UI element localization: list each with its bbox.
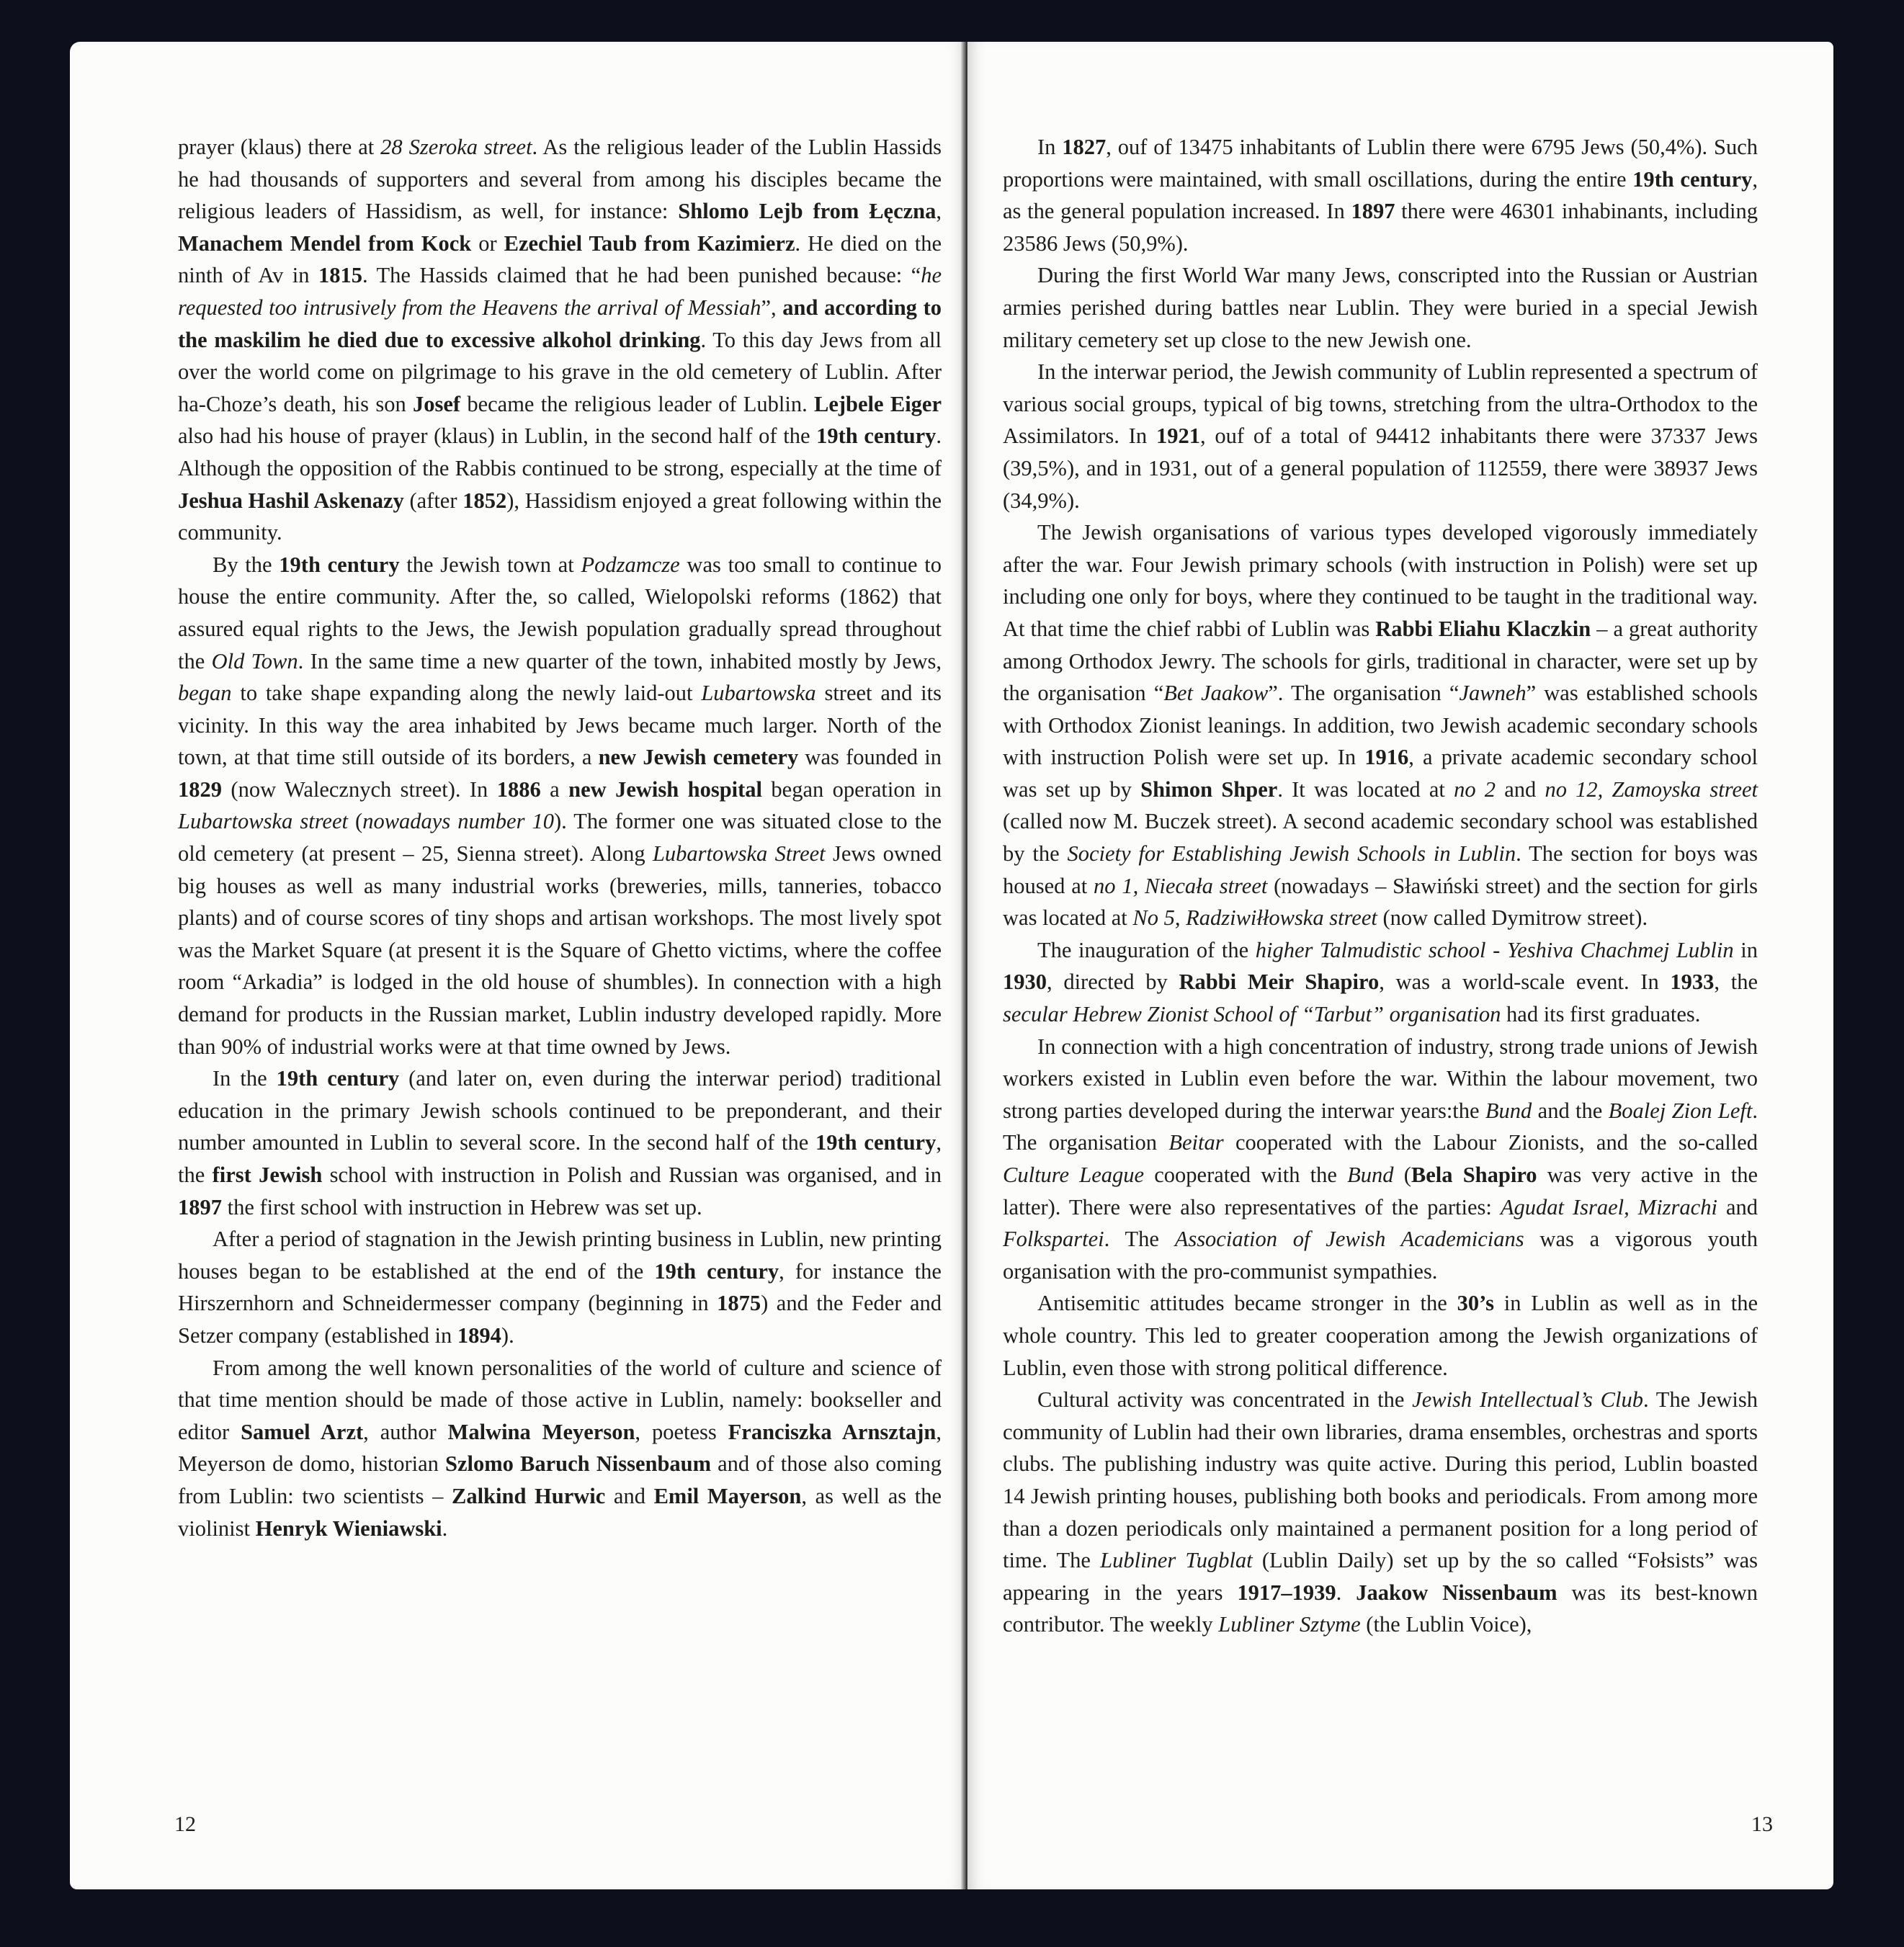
left-page-number: 12 [174, 1812, 196, 1836]
italic-text: Old Town [211, 648, 298, 673]
italic-text: Culture League [1003, 1163, 1145, 1187]
text-run: began operation in [762, 776, 942, 802]
text-run: and [1717, 1194, 1758, 1219]
bold-text: 1930 [1003, 970, 1047, 995]
text-run: , Meyerson de domo, historian [178, 1419, 942, 1477]
italic-text: no 1, Niecała street [1094, 873, 1268, 898]
text-run: ). [501, 1322, 514, 1348]
paragraph [1003, 516, 1758, 934]
italic-text: Folkspartei [1003, 1227, 1104, 1252]
text-run: was very active in the latter). There were also representatives of the parties: [1003, 1163, 1758, 1219]
paragraph [1003, 259, 1758, 356]
text-run: ”. The organisation “ [1268, 681, 1460, 706]
italic-text: no 2 [1454, 776, 1496, 802]
bold-text: 1852 [462, 488, 507, 513]
paragraph [1003, 131, 1758, 259]
text-run: . The Jewish community of Lublin had their own libraries, drama ensembles, orchestras and sports clubs. The publishing industry was quite active. During this period, Lublin boasted 14 Jewish printing houses, publishing both books and periodicals. From among more than a dozen periodicals only maintained a permanent position for a long period of time. The [1003, 1387, 1758, 1573]
bold-text: 1829 [178, 776, 222, 802]
text-run: . In the same time a new quarter of the town, inhabited mostly by Jews, [298, 648, 942, 673]
text-run: , ouf of a total of 94412 inhabitants there were 37337 Jews (39,5%), and in 1931, out of a general population of 112559, there were 38937 Jews (34,9%). [1003, 424, 1758, 513]
italic-text: no 12, Zamoyska street [1545, 776, 1758, 802]
paragraph [178, 1223, 942, 1351]
bold-text: 19th century [654, 1258, 779, 1284]
text-run: a [540, 776, 569, 802]
text-run: there were 46301 inhabinants, including 23586 Jews (50,9%). [1003, 199, 1758, 256]
text-run: and the [1532, 1098, 1609, 1123]
italic-text: Jewish Intellectual’s Club [1412, 1387, 1643, 1413]
text-run: Jews owned big houses as well as many industrial works (breweries, mills, tanneries, tobacco plants) and of course scores of tiny shops and artisan workshops. The most lively spot was the Market Square (at present it is the Square of Ghetto victims, where the coffee room “Arkadia” is lodged in the old house of shumbles). In connection with a high demand for products in the Russian market, Lublin industry developed rapidly. More than 90% of industrial works were at that time owned by Jews. [178, 841, 942, 1059]
italic-text: nowadays number 10 [362, 809, 554, 834]
italic-text: Lubliner Tugblat [1100, 1548, 1253, 1573]
text-run: ” was established schools with Orthodox Zionist leanings. In addition, two Jewish academic secondary schools with instruction Polish were set up. In [1003, 681, 1758, 770]
bold-text: 19th century [276, 1066, 400, 1091]
text-run: In connection with a high concentration of industry, strong trade unions of Jewish workers existed in Lublin even before the war. Within the labour movement, two strong parties developed during the interwar years:the [1003, 1034, 1758, 1123]
text-run: had its first graduates. [1501, 1002, 1701, 1027]
text-run: the Jewish town at [399, 552, 581, 577]
bold-text: new Jewish cemetery [598, 745, 799, 770]
text-run: in Lublin as well as in the whole country. This led to greater cooperation among the Jewish organizations of Lublin, even those with strong political difference. [1003, 1291, 1758, 1380]
bold-text: 1933 [1670, 970, 1715, 995]
text-run: also had his house of prayer (klaus) in Lublin, in the second half of the [178, 424, 817, 449]
text-run: or [471, 230, 504, 256]
text-run: ). The former one was situated close to the old cemetery (at present – 25, Sienna street). Along [178, 809, 942, 867]
bold-text: Jaakow Nissenbaum [1356, 1580, 1557, 1605]
paragraph [178, 1062, 942, 1223]
bold-text: 1916 [1364, 745, 1409, 770]
text-run: prayer (klaus) there at [178, 135, 381, 159]
bold-text: Lejbele Eiger [814, 391, 942, 416]
paragraph [1003, 1384, 1758, 1641]
text-run: , was a world-scale event. In [1379, 970, 1671, 995]
paragraph [178, 131, 942, 549]
text-run: in [1733, 937, 1758, 962]
text-run: was founded in [798, 745, 942, 770]
text-run: ) and the Feder and Setzer company (established in [178, 1291, 942, 1348]
italic-text: Association of Jewish Academicians [1174, 1227, 1524, 1252]
bold-text: Josef [412, 391, 461, 416]
text-run: , poetess [635, 1419, 728, 1444]
bold-text: Szlomo Baruch Nissenbaum [445, 1451, 712, 1477]
bold-text: first Jewish [212, 1163, 323, 1187]
text-run: In the interwar period, the Jewish community of Lublin represented a spectrum of various social groups, typical of big towns, stretching from the ultra-Orthodox to the Assimilators. In [1003, 359, 1758, 449]
text-run: (after [403, 488, 463, 513]
paragraph [178, 549, 942, 1063]
text-run: . [1336, 1580, 1357, 1605]
italic-text: began [178, 681, 232, 706]
text-run: to take shape expanding along the newly laid-out [231, 681, 702, 706]
text-run: ), Hassidism enjoyed a great following within the community. [178, 488, 942, 545]
italic-text: Lubartowska [701, 681, 816, 706]
bold-text: Rabbi Eliahu Klaczkin [1375, 616, 1591, 641]
text-run: , as the general population increased. In [1003, 166, 1758, 224]
text-run: Cultural activity was concentrated in the [1037, 1387, 1413, 1413]
bold-text: Manachem Mendel from Kock [178, 230, 472, 256]
text-run: , for instance the Hirszernhorn and Schneidermesser company (beginning in [178, 1258, 942, 1316]
bold-text: Samuel Arzt [241, 1419, 364, 1444]
bold-text: Jeshua Hashil Askenazy [178, 488, 404, 513]
italic-text: he requested too intrusively from the Heavens the arrival of Messiah [178, 263, 942, 320]
bold-text: Emil Mayerson [653, 1483, 802, 1508]
bold-text: Malwina Meyerson [447, 1419, 635, 1444]
paragraph [1003, 356, 1758, 516]
bold-text: 1894 [457, 1322, 501, 1348]
text-run: was its best-known contributor. The weekly [1003, 1580, 1758, 1637]
text-run: , the [1714, 970, 1758, 995]
bold-text: new Jewish hospital [568, 776, 763, 802]
text-run: the first school with instruction in Hebrew was set up. [222, 1194, 702, 1219]
text-run: was too small to continue to house the entire community. After the, so called, Wielopolski reforms (1862) that assured equal rights to the Jews, the Jewish population gradually spread throughout the [178, 552, 942, 673]
bold-text: 30’s [1457, 1291, 1494, 1316]
text-run: . As the religious leader of the Lublin Hassids he had thousands of supporters and several from among his disciples became the religious leaders of Hassidism, as well, for instance: [178, 135, 942, 224]
text-run: The Jewish organisations of various types developed vigorously immediately after the war. Four Jewish primary schools (with instruction in Polish) were set up including one only for boys, where they continued to be taught in the traditional way. At that time the chief rabbi of Lublin was [1003, 520, 1758, 641]
text-run: , ouf of 13475 inhabitants of Lublin there were 6795 Jews (50,4%). Such proportions were maintained, with small oscillations, during the entire [1003, 135, 1758, 192]
text-run: Antisemitic attitudes became stronger in the [1037, 1291, 1457, 1316]
text-run: , author [363, 1419, 448, 1444]
text-run: (nowadays – Sławiński street) and the section for girls was located at [1003, 873, 1758, 931]
text-run: . Although the opposition of the Rabbis continued to be strong, especially at the time of [178, 424, 942, 480]
text-run: . The organisation [1003, 1098, 1758, 1155]
left-page [70, 42, 965, 1889]
text-run: , the [178, 1130, 942, 1187]
text-run: was a vigorous youth organisation with the pro-communist sympathies. [1003, 1227, 1758, 1284]
text-run: . The Hassids claimed that he had been punished because: “ [362, 263, 921, 288]
text-run: , a private academic secondary school was set up by [1003, 745, 1758, 802]
italic-text: Bund [1347, 1163, 1394, 1187]
text-run: (Lublin Daily) set up by the so called “Fołsists” was appearing in the years [1003, 1548, 1758, 1605]
text-run: and of those also coming from Lublin: two scientists – [178, 1451, 942, 1508]
paragraph [1003, 1031, 1758, 1288]
bold-text: 1886 [496, 776, 541, 802]
text-run: (and later on, even during the interwar period) traditional education in the primary Jewish schools continued to be preponderant, and their number amounted in Lublin to several score. In the second half of the [178, 1066, 942, 1155]
paragraph [1003, 934, 1758, 1031]
text-run: ( [1393, 1163, 1411, 1187]
text-run: and [605, 1483, 654, 1508]
bold-text: Rabbi Meir Shapiro [1179, 970, 1380, 995]
italic-text: Agudat Israel, Mizrachi [1500, 1194, 1717, 1219]
text-run: In the [213, 1066, 277, 1091]
bold-text: Zalkind Hurwic [451, 1483, 606, 1508]
text-run: (the Lublin Voice), [1360, 1612, 1532, 1637]
bold-text: Ezechiel Taub from Kazimierz [504, 230, 795, 256]
italic-text: Podzamcze [581, 552, 680, 577]
text-run: . To this day Jews from all over the world come on pilgrimage to his grave in the old cemetery of Lublin. After ha-Choze’s death, his son [178, 327, 942, 416]
text-run: After a period of stagnation in the Jewish printing business in Lublin, new printing houses began to be established at the end of the [178, 1227, 942, 1284]
text-run: . The [1104, 1227, 1175, 1252]
italic-text: secular Hebrew Zionist School of “Tarbut” organisation [1003, 1002, 1501, 1027]
italic-text: Jawneh [1459, 681, 1527, 706]
bold-text: 19th century [815, 1130, 937, 1155]
right-page-body [1003, 131, 1758, 1641]
italic-text: Lubliner Sztyme [1218, 1612, 1361, 1637]
text-run: (called now M. Buczek street). A second academic secondary school was established by the [1003, 809, 1758, 867]
left-page-body [178, 131, 942, 1544]
italic-text: No 5, Radziwiłłowska street [1132, 905, 1377, 931]
bold-text: 1875 [717, 1291, 761, 1316]
text-run: From among the well known personalities of the world of culture and science of that time mention should be made of those active in Lublin, namely: bookseller and editor [178, 1355, 942, 1444]
bold-text: Shlomo Lejb from Łęczna [678, 199, 937, 224]
italic-text: Boalej Zion Left [1608, 1098, 1753, 1123]
bold-text: and according to the maskilim he died due to excessive alkohol drinking [178, 295, 942, 352]
bold-text: 1827 [1062, 135, 1107, 159]
text-run: street and its vicinity. In this way the area inhabited by Jews became much larger. North of the town, at that time still outside of its borders, a [178, 681, 942, 770]
text-run: . It was located at [1277, 776, 1454, 802]
text-run: . He died on the ninth of Av in [178, 230, 942, 288]
bold-text: Bela Shapiro [1411, 1163, 1537, 1187]
italic-text: Bund [1485, 1098, 1532, 1123]
italic-text: Lubartowska Street [652, 841, 826, 867]
bold-text: 19th century [816, 424, 937, 449]
italic-text: 28 Szeroka street [380, 135, 532, 159]
text-run: ( [347, 809, 363, 834]
bold-text: Henryk Wieniawski [255, 1516, 442, 1541]
italic-text: Beitar [1168, 1130, 1224, 1155]
text-run: By the [213, 552, 280, 577]
right-page [967, 42, 1833, 1889]
italic-text: Lubartowska street [178, 809, 348, 834]
text-run: . [442, 1516, 448, 1541]
text-run: cooperated with the Labour Zionists, and the so-called [1223, 1130, 1758, 1155]
bold-text: Franciszka Arnsztajn [728, 1419, 937, 1444]
text-run: ”, [761, 295, 783, 320]
bold-text: Shimon Shper [1140, 776, 1278, 802]
bold-text: 1815 [318, 263, 362, 288]
bold-text: 1897 [1351, 199, 1395, 224]
right-page-number: 13 [1751, 1812, 1773, 1836]
italic-text: Bet Jaakow [1163, 681, 1269, 706]
text-run: became the religious leader of Lublin. [460, 391, 815, 416]
text-run: , [936, 199, 942, 224]
text-run: school with instruction in Polish and Russian was organised, and in [322, 1163, 942, 1187]
text-run: During the first World War many Jews, conscripted into the Russian or Austrian armies perished during battles near Lublin. They were buried in a special Jewish military cemetery set up close to the new Jewish one. [1003, 263, 1758, 352]
text-run: (now Walecznych street). In [222, 776, 497, 802]
text-run: , as well as the violinist [178, 1483, 942, 1541]
text-run: , directed by [1047, 970, 1179, 995]
bold-text: 1921 [1156, 424, 1200, 449]
bold-text: 1897 [178, 1194, 222, 1219]
bold-text: 19th century [1632, 166, 1753, 192]
italic-text: higher Talmudistic school - Yeshiva Chachmej Lublin [1255, 937, 1734, 962]
paragraph [1003, 1287, 1758, 1384]
paragraph [178, 1352, 942, 1545]
bold-text: 19th century [279, 552, 400, 577]
text-run: . The section for boys was housed at [1003, 841, 1758, 898]
bold-text: 1917–1939 [1237, 1580, 1336, 1605]
italic-text: Society for Establishing Jewish Schools in Lublin [1067, 841, 1516, 867]
text-run: cooperated with the [1144, 1163, 1348, 1187]
text-run: In [1037, 135, 1063, 159]
text-run: The inauguration of the [1037, 937, 1256, 962]
text-run: – a great authority among Orthodox Jewry. The schools for girls, traditional in character, were set up by the organisation “ [1003, 616, 1758, 706]
text-run: and [1496, 776, 1545, 802]
text-run: (now called Dymitrow street). [1377, 905, 1648, 931]
